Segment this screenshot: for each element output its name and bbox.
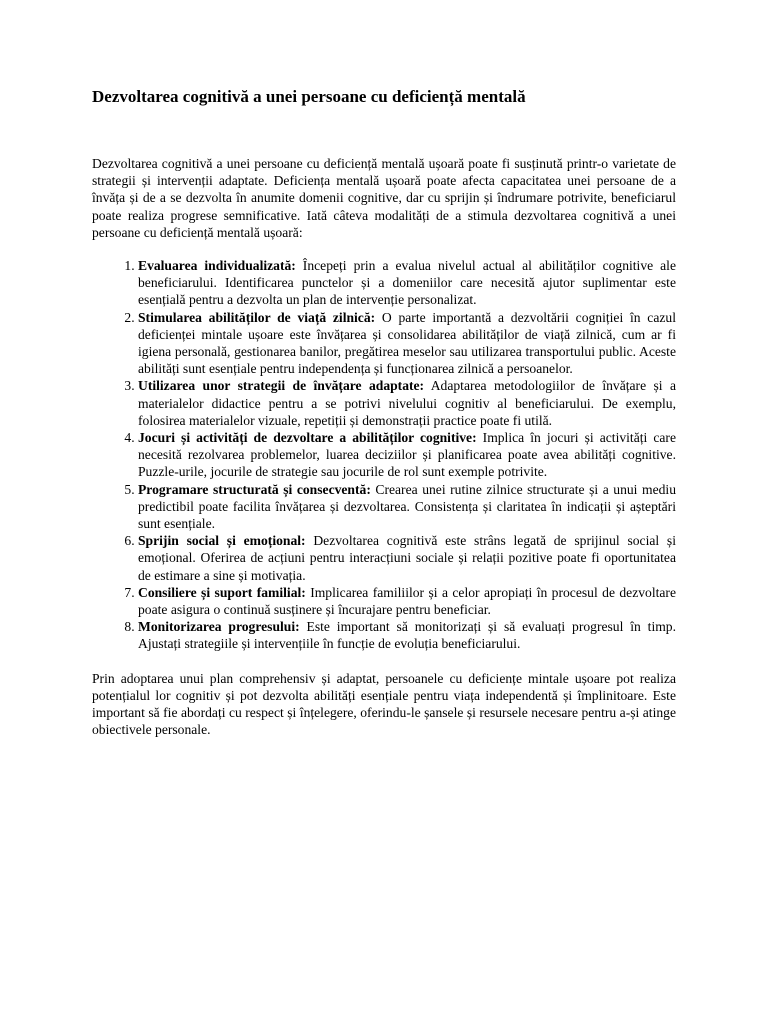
list-item-text: Implica în jocuri și activități care necesită rezolvarea problemelor, luarea deciziilor și planificarea poate avea abilități cognitive. Puzzle-urile, jocurile de strategie sau jocurile de rol sunt exemple potrivite. (138, 430, 676, 480)
list-item (138, 377, 676, 429)
list-item-text: Implicarea familiilor și a celor apropiați în procesul de dezvoltare poate asigura o continuă susținere și încurajare pentru beneficiar. (138, 584, 676, 618)
list-item-heading: Programare structurată și consecventă: (138, 481, 371, 497)
document-title: Dezvoltarea cognitivă a unei persoane cu deficiență mentală (92, 87, 526, 106)
list-item (138, 429, 676, 481)
list-item (138, 532, 676, 584)
list-item-heading: Jocuri și activități de dezvoltare a abilităților cognitive: (138, 430, 477, 446)
list-item-heading: Consiliere și suport familial: (138, 584, 306, 600)
list-item (138, 309, 676, 378)
strategies-list (92, 257, 676, 653)
list-item-text: Începeți prin a evalua nivelul actual al abilităților cognitive ale beneficiarului. Identificarea punctelor și a domeniilor care necesită ajutor suplimentar este esențială pentru a dezvolta un plan de intervenție personalizat. (138, 258, 676, 308)
closing-paragraph: Prin adoptarea unui plan comprehensiv și adaptat, persoanele cu deficiențe mintale ușoare pot realiza potențialul lor cognitiv și pot dezvolta abilități esențiale pentru viața independentă și împlinitoare. Este important să fie abordați cu respect și înțelegere, oferindu-le șansele și resursele necesare pentru a-și atinge obiectivele personale. (92, 670, 676, 738)
list-item (138, 584, 676, 618)
list-item (138, 481, 676, 533)
list-item-text: Adaptarea metodologiilor de învățare și a materialelor didactice pentru a se potrivi nivelului cognitiv al beneficiarului. De exemplu, folosirea materialelor vizuale, repetiții și demonstrații practice poate fi utilă. (138, 378, 676, 428)
document-page (92, 86, 676, 739)
list-item (138, 257, 676, 309)
list-item-heading: Evaluarea individualizată: (138, 258, 296, 274)
list-item-text: O parte importantă a dezvoltării cogniției în cazul deficienței mintale ușoare este învățarea și consolidarea abilităților de viață zilnică, cum ar fi igiena personală, gestionarea banilor, pregătirea meselor sau utilizarea transportului public. Aceste abilități sunt esențiale pentru independența și funcționarea zilnică a persoanelor. (138, 309, 676, 377)
list-item-text: Crearea unei rutine zilnice structurate și a unui mediu predictibil poate facilita învățarea și dezvoltarea. Consistența și claritatea în indicații și așteptări sunt esențiale. (138, 481, 676, 532)
list-item-heading: Stimularea abilităților de viață zilnică: (138, 309, 376, 325)
list-item-heading: Utilizarea unor strategii de învățare adaptate: (138, 378, 425, 394)
list-item-text: Este important să monitorizați și să evaluați progresul în timp. Ajustați strategiile și intervențiile în funcție de evoluția beneficiarului. (138, 619, 676, 652)
list-item-heading: Sprijin social și emoțional: (138, 533, 306, 549)
intro-paragraph: Dezvoltarea cognitivă a unei persoane cu deficiență mentală ușoară poate fi susținută printr-o varietate de strategii și intervenții adaptate. Deficiența mentală ușoară poate afecta capacitatea unei persoane de a învăța și de a se dezvolta în anumite domenii cognitive, dar cu sprijin și îndrumare potrivite, beneficiarul poate realiza progrese semnificative. Iată câteva modalități de a stimula dezvoltarea cognitivă a unei persoane cu deficiență mentală ușoară: (92, 156, 676, 240)
list-item (138, 618, 676, 652)
list-item-text: Dezvoltarea cognitivă este strâns legată de sprijinul social și emoțional. Oferirea de acțiuni pentru interacțiuni sociale și relații pozitive poate fi oportunitatea de estimare a sine și motivația. (138, 533, 676, 583)
list-item-heading: Monitorizarea progresului: (138, 619, 300, 635)
